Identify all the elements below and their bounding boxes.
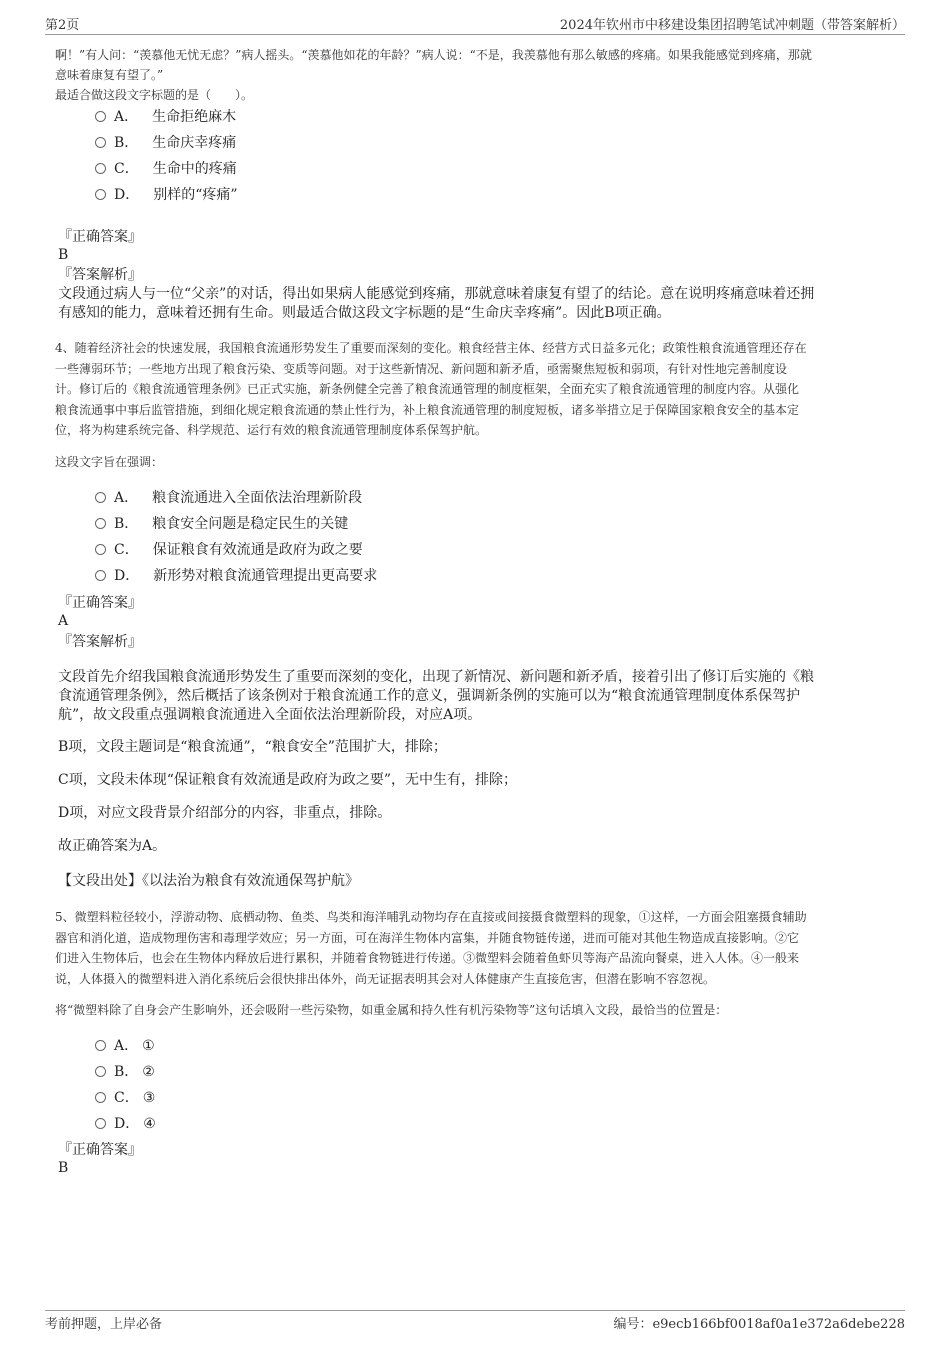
radio-icon[interactable] [95, 111, 106, 122]
q4-analysis-label: 『答案解析』 [58, 634, 142, 650]
footer-slogan: 考前押题，上岸必备 [45, 1317, 163, 1332]
document-id: 编号：e9ecb166bf0018af0a1e372a6debe228 [613, 1317, 905, 1332]
radio-icon[interactable] [95, 1040, 106, 1051]
q5-option-d[interactable]: D． ④ [95, 1111, 156, 1137]
q3-options [95, 104, 238, 208]
q3-option-d[interactable]: D． 别样的“疼痛” [95, 182, 238, 208]
q4-option-c[interactable]: C． 保证粮食有效流通是政府为政之要 [95, 537, 377, 563]
q3-option-c[interactable]: C． 生命中的疼痛 [95, 156, 238, 182]
q4-analysis-main: 文段首先介绍我国粮食流通形势发生了重要而深刻的变化，出现了新情况、新问题和新矛盾，接着引出了修订后实施的《粮 食流通管理条例》，然后概括了该条例对于粮食流通工作的意义，强调新条例的实施可以为“粮食流通管理制度体系保驾护 航”，故文段重点强调粮食流通进入全面依法治理新阶段，对应A项。 [58, 669, 814, 723]
document-title: 2024年钦州市中移建设集团招聘笔试冲刺题（带答案解析） [559, 18, 905, 33]
q5-answer: B [58, 1160, 69, 1176]
q4-analysis-d: D项，对应文段背景介绍部分的内容，非重点，排除。 [58, 805, 392, 821]
q4-analysis-c: C项，文段未体现“保证粮食有效流通是政府为政之要”，无中生有，排除； [58, 772, 518, 788]
q3-analysis-label: 『答案解析』 [58, 267, 142, 283]
q3-passage-tail: 啊！”有人问：“羡慕他无忧无虑？”病人摇头。“羡慕他如花的年龄？”病人说：“不是，我羡慕他有那么敏感的疼痛。如果我能感觉到疼痛，那就 意味着康复有望了。” [55, 48, 812, 82]
q5-options [95, 1033, 156, 1137]
q4-conclusion: 故正确答案为A。 [58, 838, 167, 854]
q3-analysis: 文段通过病人与一位“父亲”的对话，得出如果病人能感觉到疼痛，那就意味着康复有望了的结论。意在说明疼痛意味着还拥 有感知的能力，意味着还拥有生命。则最适合做这段文字标题的是“生命庆幸疼痛”。因此B项正确。 [58, 286, 815, 321]
radio-icon[interactable] [95, 1092, 106, 1103]
footer-divider [45, 1310, 905, 1311]
radio-icon[interactable] [95, 1066, 106, 1077]
q4-passage: 4、随着经济社会的快速发展，我国粮食流通形势发生了重要而深刻的变化。粮食经营主体、经营方式日益多元化；政策性粮食流通管理还存在 一些薄弱环节；一些地方出现了粮食污染、变质等问题。对于这些新情况、新问题和新矛盾，亟需聚焦短板和弱项，有针对性地完善制度设 计。修订后的《粮食流通管理条例》已正式实施，新条例健全完善了粮食流通管理的制度框架，全面充实了粮食流通管理的制度内容。从强化 粮食流通事中事后监管措施，到细化规定粮食流通的禁止性行为，补上粮食流通管理的制度短板，诸多举措立足于保障国家粮食安全的基本定 位，将为构建系统完备、科学规范、运行有效的粮食流通管理制度体系保驾护航。 [55, 341, 807, 437]
radio-icon[interactable] [95, 1118, 106, 1129]
q3-answer: B [58, 247, 69, 263]
page-number: 第2页 [45, 18, 80, 33]
q4-option-a[interactable]: A． 粮食流通进入全面依法治理新阶段 [95, 485, 377, 511]
q3-option-a[interactable]: A． 生命拒绝麻木 [95, 104, 238, 130]
q5-answer-label: 『正确答案』 [58, 1142, 142, 1158]
q3-option-b[interactable]: B． 生命庆幸疼痛 [95, 130, 238, 156]
q5-option-c[interactable]: C． ③ [95, 1085, 156, 1111]
radio-icon[interactable] [95, 544, 106, 555]
q5-passage: 5、微塑料粒径较小，浮游动物、底栖动物、鱼类、鸟类和海洋哺乳动物均存在直接或间接摄食微塑料的现象，①这样，一方面会阻塞摄食辅助 器官和消化道，造成物理伤害和毒理学效应；另一方面，可在海洋生物体内富集，并随食物链传递，进而可能对其他生物造成直接影响。②它 们进入生物体后，也会在生物体内释放后进行累积，并随着食物链进行传递。③微塑料会随着鱼虾贝等海产品流向餐桌，进入人体。④一般来 说，人体摄入的微塑料进入消化系统后会很快排出体外，尚无证据表明其会对人体健康产生直接危害，但潜在影响不容忽视。 [55, 910, 807, 986]
q3-answer-label: 『正确答案』 [58, 229, 142, 245]
q4-answer-label: 『正确答案』 [58, 595, 142, 611]
q3-question: 最适合做这段文字标题的是（ ）。 [55, 88, 254, 102]
q4-analysis-b: B项，文段主题词是“粮食流通”，“粮食安全”范围扩大，排除； [58, 739, 447, 755]
radio-icon[interactable] [95, 189, 106, 200]
q4-options [95, 485, 377, 589]
header-divider [45, 34, 905, 35]
radio-icon[interactable] [95, 518, 106, 529]
q4-question: 这段文字旨在强调： [55, 455, 164, 469]
q4-answer: A [58, 613, 69, 629]
radio-icon[interactable] [95, 137, 106, 148]
radio-icon[interactable] [95, 492, 106, 503]
radio-icon[interactable] [95, 570, 106, 581]
page-header [45, 14, 905, 32]
q4-option-b[interactable]: B． 粮食安全问题是稳定民生的关键 [95, 511, 377, 537]
q4-option-d[interactable]: D． 新形势对粮食流通管理提出更高要求 [95, 563, 377, 589]
q5-option-b[interactable]: B． ② [95, 1059, 156, 1085]
radio-icon[interactable] [95, 163, 106, 174]
q5-question: 将“微塑料除了自身会产生影响外，还会吸附一些污染物，如重金属和持久性有机污染物等”这句话填入文段，最恰当的位置是： [55, 1003, 728, 1017]
q4-source: 【文段出处】《以法治为粮食有效流通保驾护航》 [58, 873, 359, 889]
q5-option-a[interactable]: A． ① [95, 1033, 156, 1059]
